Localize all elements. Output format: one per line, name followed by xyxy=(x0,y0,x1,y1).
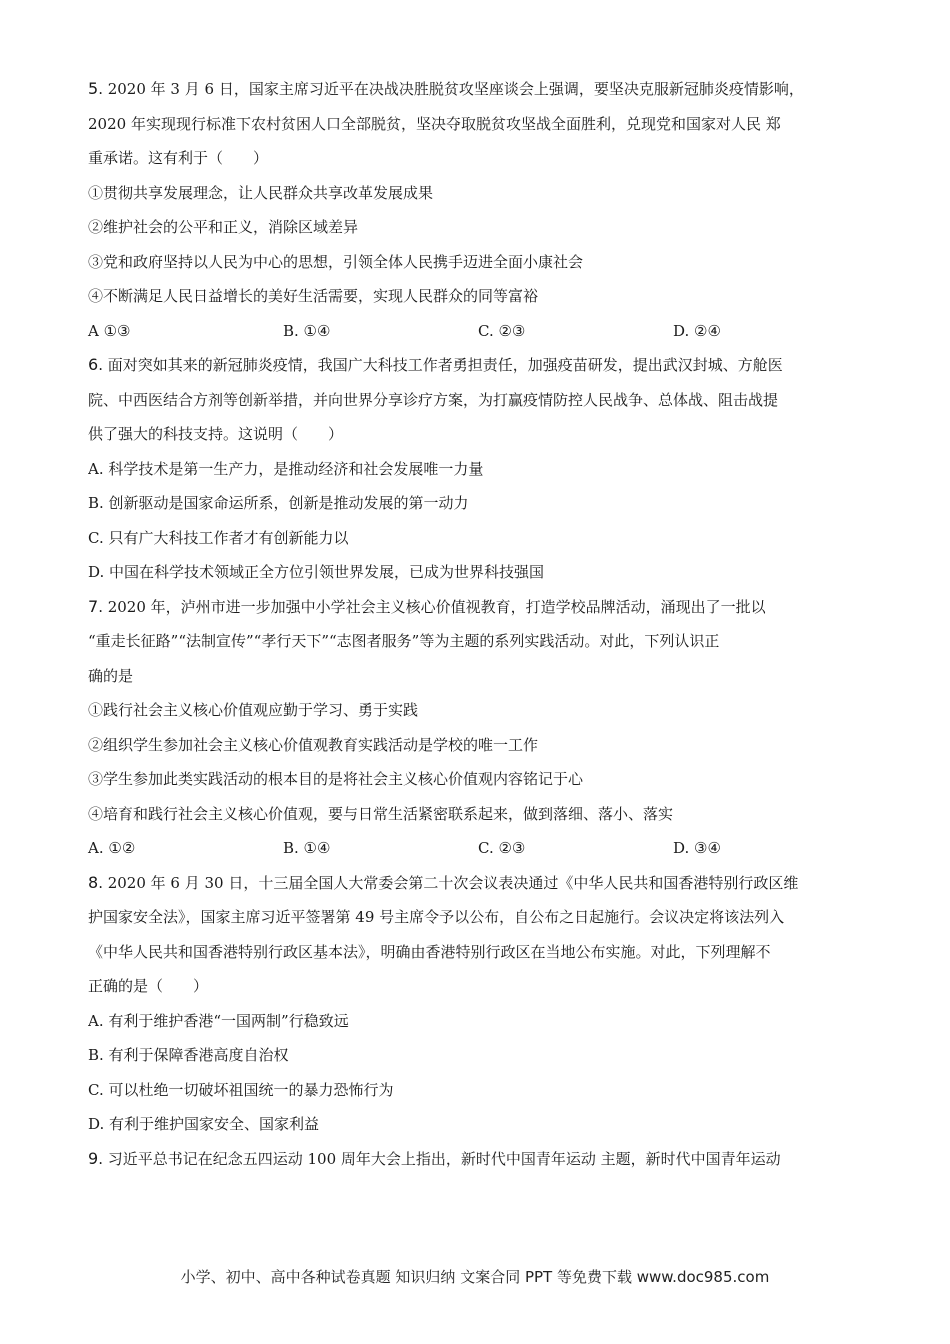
answer-options xyxy=(88,831,868,866)
statement-item: ①贯彻共享发展理念，让人民群众共享改革发展成果 xyxy=(88,183,434,202)
question-stem-line: 护国家安全法》，国家主席习近平签署第 49 号主席令予以公布，自公布之日起施行。会议决定将该法列入 xyxy=(88,908,785,926)
question-stem-line: 院、中西医结合方剂等创新举措，并向世界分享诊疗方案，为打赢疫情防控人民战争、总体战、阻击战提 xyxy=(88,390,779,409)
question-8 xyxy=(88,866,868,1142)
statement-item: ③党和政府坚持以人民为中心的思想，引领全体人民携手迈进全面小康社会 xyxy=(88,252,584,271)
question-stem-line: 2020 年实现现行标准下农村贫困人口全部脱贫，坚决夺取脱贫攻坚战全面胜利，兑现党和国家对人民 郑 xyxy=(88,114,781,133)
option-b: B. ①④ xyxy=(283,839,331,857)
option-d: D. ②④ xyxy=(673,321,721,340)
option-c: C. ②③ xyxy=(478,839,526,857)
option-b: B. 创新驱动是国家命运所系，创新是推动发展的第一动力 xyxy=(88,494,469,512)
question-stem-line: 确的是 xyxy=(88,666,134,685)
question-stem-line: 供了强大的科技支持。这说明（ ） xyxy=(88,425,344,443)
question-stem-line: 《中华人民共和国香港特别行政区基本法》，明确由香港特别行政区在当地公布实施。对此，下列理解不 xyxy=(88,942,771,961)
option-a: A. 科学技术是第一生产力，是推动经济和社会发展唯一力量 xyxy=(88,459,484,478)
question-9 xyxy=(88,1142,868,1177)
statement-item: ②维护社会的公平和正义，消除区域差异 xyxy=(88,218,359,236)
option-c: C. 可以杜绝一切破坏祖国统一的暴力恐怖行为 xyxy=(88,1080,394,1099)
question-number: 8 xyxy=(88,872,99,892)
question-stem-line: 9. 习近平总书记在纪念五四运动 100 周年大会上指出，新时代中国青年运动 主题，新时代中国青年运动 xyxy=(88,1148,781,1168)
question-stem-line: 正确的是（ ） xyxy=(88,977,209,995)
question-stem-line: 6. 面对突如其来的新冠肺炎疫情，我国广大科技工作者勇担责任，加强疫苗研发，提出武汉封城、方舱医 xyxy=(88,355,783,374)
statement-item: ①践行社会主义核心价值观应勤于学习、勇于实践 xyxy=(88,701,419,719)
question-6 xyxy=(88,348,868,590)
question-number: 9 xyxy=(88,1148,99,1168)
option-b: B. ①④ xyxy=(283,321,331,340)
answer-options xyxy=(88,314,868,349)
option-d: D. 有利于维护国家安全、国家利益 xyxy=(88,1115,320,1133)
option-c: C. 只有广大科技工作者才有创新能力以 xyxy=(88,528,349,547)
statement-item: ④不断满足人民日益增长的美好生活需要，实现人民群众的同等富裕 xyxy=(88,287,539,305)
option-a: A. 有利于维护香港“一国两制”行稳致远 xyxy=(88,1011,349,1030)
question-stem-line: “重走长征路”“法制宣传”“孝行天下”“志图者服务”等为主题的系列实践活动。对此，下列认识正 xyxy=(88,632,720,650)
statement-item: ④培育和践行社会主义核心价值观，要与日常生活紧密联系起来，做到落细、落小、落实 xyxy=(88,804,674,823)
page-footer: 小学、初中、高中各种试卷真题 知识归纳 文案合同 PPT 等免费下载 www.doc985.com xyxy=(180,1268,770,1286)
question-number: 5 xyxy=(88,79,99,98)
option-d: D. 中国在科学技术领域正全方位引领世界发展，已成为世界科技强国 xyxy=(88,563,545,581)
option-c: C. ②③ xyxy=(478,321,526,340)
question-stem-line: 7. 2020 年，泸州市进一步加强中小学社会主义核心价值视教育，打造学校品牌活动，涌现出了一批以 xyxy=(88,596,766,616)
question-stem-line: 5. 2020 年 3 月 6 日，国家主席习近平在决战决胜脱贫攻坚座谈会上强调，要坚决克服新冠肺炎疫情影响， xyxy=(88,79,804,98)
question-stem-line: 重承诺。这有利于（ ） xyxy=(88,149,269,167)
question-number: 7 xyxy=(88,596,99,616)
question-5 xyxy=(88,72,868,348)
statement-item: ②组织学生参加社会主义核心价值观教育实践活动是学校的唯一工作 xyxy=(88,735,539,754)
option-d: D. ③④ xyxy=(673,839,721,857)
statement-item: ③学生参加此类实践活动的根本目的是将社会主义核心价值观内容铭记于心 xyxy=(88,770,584,788)
option-b: B. 有利于保障香港高度自治权 xyxy=(88,1046,289,1064)
question-7 xyxy=(88,590,868,866)
option-a: A ①③ xyxy=(88,321,131,340)
question-stem-line: 8. 2020 年 6 月 30 日，十三届全国人大常委会第二十次会议表决通过《中华人民共和国香港特别行政区维 xyxy=(88,872,799,892)
question-sheet xyxy=(88,72,868,1176)
question-number: 6 xyxy=(88,355,99,374)
option-a: A. ①② xyxy=(88,839,136,857)
